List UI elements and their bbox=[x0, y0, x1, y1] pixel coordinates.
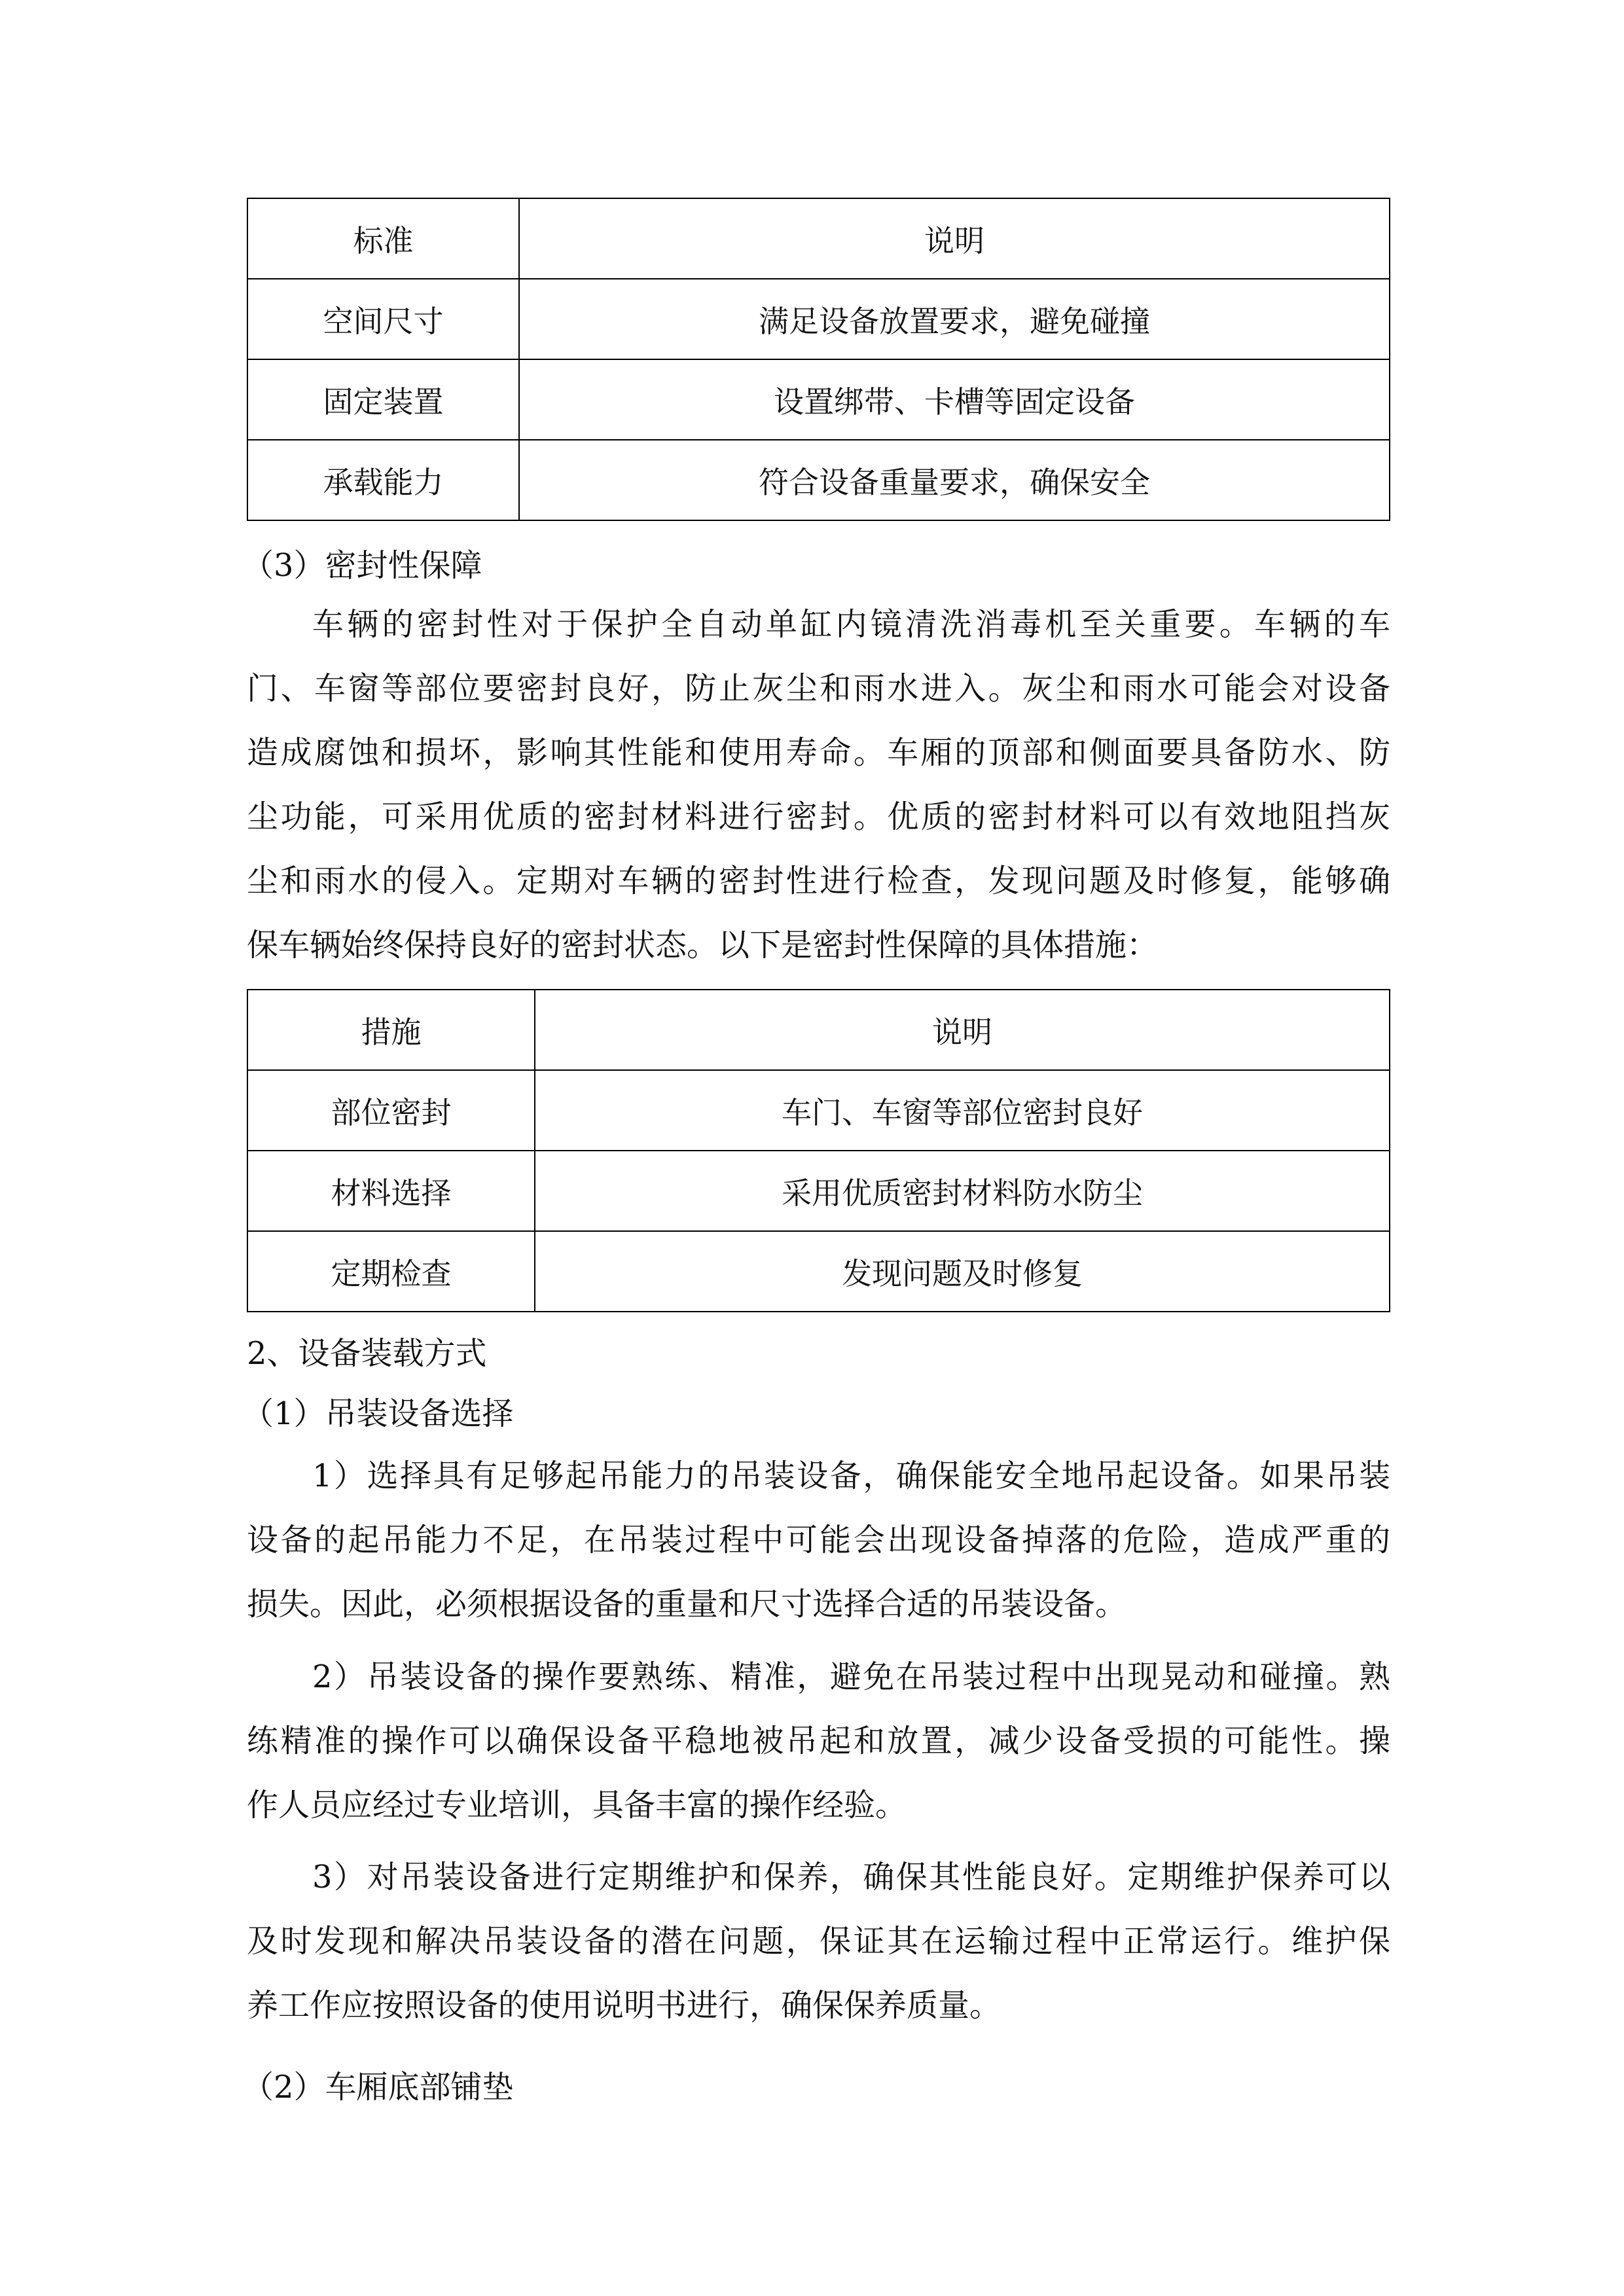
table-header-cell: 标准 bbox=[247, 198, 519, 279]
paragraph-line: 养工作应按照设备的使用说明书进行，确保保养质量。 bbox=[247, 1987, 1001, 2024]
paragraph-line: 设备的起吊能力不足，在吊装过程中可能会出现设备掉落的危险，造成严重的 bbox=[247, 1522, 1390, 1558]
table-cell: 设置绑带、卡槽等固定设备 bbox=[519, 359, 1390, 440]
paragraph-line: 车辆的密封性对于保护全自动单缸内镜清洗消毒机至关重要。车辆的车 bbox=[312, 606, 1390, 643]
paragraph-sealing bbox=[247, 592, 1390, 977]
paragraph-line: 尘功能，可采用优质的密封材料进行密封。优质的密封材料可以有效地阻挡灰 bbox=[247, 798, 1390, 835]
table-cell: 满足设备放置要求，避免碰撞 bbox=[519, 279, 1390, 359]
table-cell: 发现问题及时修复 bbox=[535, 1231, 1390, 1312]
subheading-floor-padding: （2）车厢底部铺垫 bbox=[242, 2069, 514, 2106]
paragraph-line: 2）吊装设备的操作要熟练、精准，避免在吊装过程中出现晃动和碰撞。熟 bbox=[312, 1659, 1390, 1695]
paragraph-line: 1）选择具有足够起吊能力的吊装设备，确保能安全地吊起设备。如果吊装 bbox=[312, 1458, 1390, 1494]
paragraph-line: 3）对吊装设备进行定期维护和保养，确保其性能良好。定期维护保养可以 bbox=[312, 1859, 1390, 1895]
table-row bbox=[247, 1151, 1390, 1231]
table-row bbox=[247, 279, 1390, 359]
table-cell: 承载能力 bbox=[247, 440, 519, 520]
table-cell: 采用优质密封材料防水防尘 bbox=[535, 1151, 1390, 1231]
table-standards bbox=[247, 198, 1390, 521]
table-row bbox=[247, 1070, 1390, 1151]
paragraph-line: 练精准的操作可以确保设备平稳地被吊起和放置，减少设备受损的可能性。操 bbox=[247, 1723, 1390, 1759]
table-row bbox=[247, 359, 1390, 440]
table-sealing-measures bbox=[247, 989, 1390, 1312]
paragraph-item-1 bbox=[247, 1444, 1390, 1636]
table-cell: 固定装置 bbox=[247, 359, 519, 440]
table-row bbox=[247, 440, 1390, 520]
table-header-row bbox=[247, 198, 1390, 279]
table-header-cell: 措施 bbox=[247, 990, 535, 1070]
table-cell: 空间尺寸 bbox=[247, 279, 519, 359]
table-cell: 定期检查 bbox=[247, 1231, 535, 1312]
paragraph-line: 门、车窗等部位要密封良好，防止灰尘和雨水进入。灰尘和雨水可能会对设备 bbox=[247, 670, 1390, 707]
paragraph-line: 损失。因此，必须根据设备的重量和尺寸选择合适的吊装设备。 bbox=[247, 1586, 1127, 1623]
table-header-cell: 说明 bbox=[535, 990, 1390, 1070]
paragraph-item-3 bbox=[247, 1845, 1390, 2037]
table-header-cell: 说明 bbox=[519, 198, 1390, 279]
paragraph-item-2 bbox=[247, 1645, 1390, 1837]
paragraph-line: 造成腐蚀和损坏，影响其性能和使用寿命。车厢的顶部和侧面要具备防水、防 bbox=[247, 734, 1390, 771]
table-row bbox=[247, 1231, 1390, 1312]
table-cell: 材料选择 bbox=[247, 1151, 535, 1231]
section-heading-sealing: （3）密封性保障 bbox=[242, 547, 482, 584]
paragraph-line: 作人员应经过专业培训，具备丰富的操作经验。 bbox=[247, 1787, 907, 1823]
paragraph-line: 保车辆始终保持良好的密封状态。以下是密封性保障的具体措施： bbox=[247, 927, 1159, 963]
table-cell: 车门、车窗等部位密封良好 bbox=[535, 1070, 1390, 1151]
section-heading-loading: 2、设备装载方式 bbox=[247, 1335, 487, 1372]
table-header-row bbox=[247, 990, 1390, 1070]
table-cell: 部位密封 bbox=[247, 1070, 535, 1151]
paragraph-line: 及时发现和解决吊装设备的潜在问题，保证其在运输过程中正常运行。维护保 bbox=[247, 1923, 1390, 1960]
subheading-lifting: （1）吊装设备选择 bbox=[242, 1395, 514, 1432]
table-cell: 符合设备重量要求，确保安全 bbox=[519, 440, 1390, 520]
paragraph-line: 尘和雨水的侵入。定期对车辆的密封性进行检查，发现问题及时修复，能够确 bbox=[247, 863, 1390, 899]
